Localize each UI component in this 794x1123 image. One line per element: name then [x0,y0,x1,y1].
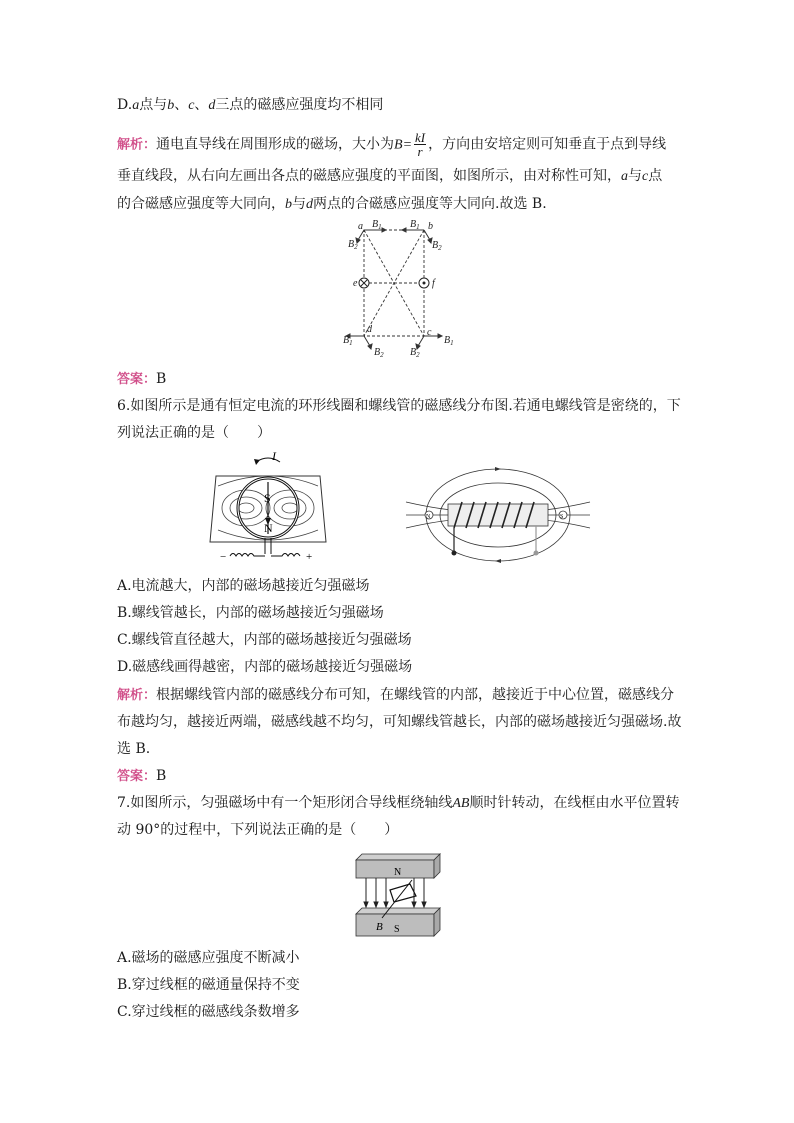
b1-label-top-left: $B_1$ [372,219,382,231]
q6-stem-line1: 6.如图所示是通有恒定电流的环形线圈和螺线管的磁感线分布图.若通电螺线管是密绕的，下 [117,398,681,414]
plus-terminal: + [306,551,313,563]
q6-analysis-line1 [117,685,674,706]
answer-label: 答案： [117,372,157,387]
text: 点 [648,168,663,184]
q6-answer [117,766,166,787]
b2-label-bottom-right: $B_2$ [410,347,420,359]
q6-analysis-line2: 布越均匀，越接近两端，磁感线越不均匀，可知螺线管越长，内部的磁场越接近匀强磁场.故 [117,714,682,730]
b2-label-top-right: $B_2$ [432,240,442,252]
point-e-label: e [353,278,358,289]
fraction-denominator: r [417,144,423,159]
analysis-label: 解析： [117,688,157,703]
prev-analysis-line1 [117,131,666,158]
point-b-label: b [428,221,433,232]
analysis-label: 解析： [117,137,157,153]
q7-option-c: C.穿过线框的磁感线条数增多 [117,1004,300,1020]
option-prefix: D. [117,97,133,113]
axis-ab: AB [452,796,470,811]
magnet-frame-diagram [352,850,444,942]
var-b: b [285,197,292,212]
minus-terminal: − [220,551,227,563]
q7-stem-line1 [117,793,679,814]
q6-option-c: C.螺线管直径越大，内部的磁场越接近匀强磁场 [117,632,412,648]
ring-coil-diagram [208,446,328,570]
var-d: d [306,197,313,212]
var-b: b [167,98,175,113]
magnet-n-label: N [394,867,402,878]
b2-label-bottom-left: $B_2$ [374,347,384,359]
var-a: a [132,98,140,113]
formula-fraction [414,131,426,158]
q7-option-b: B.穿过线框的磁通量保持不变 [117,977,300,993]
point-d-label: d [367,324,372,335]
text: 点与 [139,97,168,113]
solenoid-diagram [402,460,594,572]
solenoid-n-label: N [426,514,431,520]
answer-value: B [156,371,167,387]
point-f-label: f [432,278,435,289]
text: 两点的合磁感应强度等大同向.故选 B. [313,196,547,212]
var-a: a [621,169,628,184]
text: 、 [194,97,209,113]
b1-label-bottom-right: $B_1$ [444,335,454,347]
answer-label: 答案： [117,769,157,784]
q7-stem-line2: 动 90°的过程中，下列说法正确的是（ ） [117,822,399,838]
prev-option-d [117,95,383,116]
text: 与 [292,196,306,212]
axis-b-label: B [376,921,383,933]
magnet-s-label: S [394,924,400,935]
q7-option-a: A.磁场的磁感应强度不断减小 [117,950,300,966]
q6-stem-line2: 列说法正确的是（ ） [117,425,271,441]
text: 根据螺线管内部的磁感线分布可知，在螺线管的内部，越接近于中心位置，磁感线分 [156,687,675,703]
formula-lhs: B= [394,137,413,153]
text: 三点的磁感应强度均不相同 [215,97,384,113]
q6-option-d: D.磁感线画得越密，内部的磁场越接近匀强磁场 [117,659,413,675]
text: 7.如图所示，匀强磁场中有一个矩形闭合导线框绕轴线 [117,795,453,811]
q6-analysis-line3: 选 B. [117,741,151,757]
q6-option-a: A.电流越大，内部的磁场越接近匀强磁场 [117,578,370,594]
text: 、 [174,97,189,113]
text: 的合磁感应强度等大同向， [117,196,285,212]
answer-value: B [156,768,167,784]
b1-label-bottom-left: $B_1$ [343,335,353,347]
var-c: c [642,169,649,184]
var-c: c [188,98,195,113]
ring-s-label: S [264,491,271,505]
current-label: I [272,449,276,463]
q6-option-b: B.螺线管越长，内部的磁场越接近匀强磁场 [117,605,384,621]
b2-label-top-left: $B_2$ [348,239,358,251]
prev-answer [117,369,166,390]
point-c-label: c [427,327,432,338]
solenoid-s-label: S [560,514,564,520]
fraction-numerator: kI [415,130,426,145]
text: 与 [628,168,642,184]
prev-analysis-line3 [117,194,547,215]
text: 顺时针转动，在线框由水平位置转 [469,795,680,811]
induction-diagram [340,218,465,360]
text: 垂直线段，从右向左画出各点的磁感应强度的平面图，如图所示，由对称性可知， [117,168,621,184]
var-d: d [208,98,216,113]
text: ，方向由安培定则可知垂直于点到导线 [428,136,667,153]
b1-label-top-right: $B_1$ [410,219,420,231]
point-a-label: a [358,221,363,232]
ring-n-label: N [264,521,273,535]
prev-analysis-line2 [117,166,662,187]
text: 通电直导线在周围形成的磁场，大小为 [156,136,395,153]
